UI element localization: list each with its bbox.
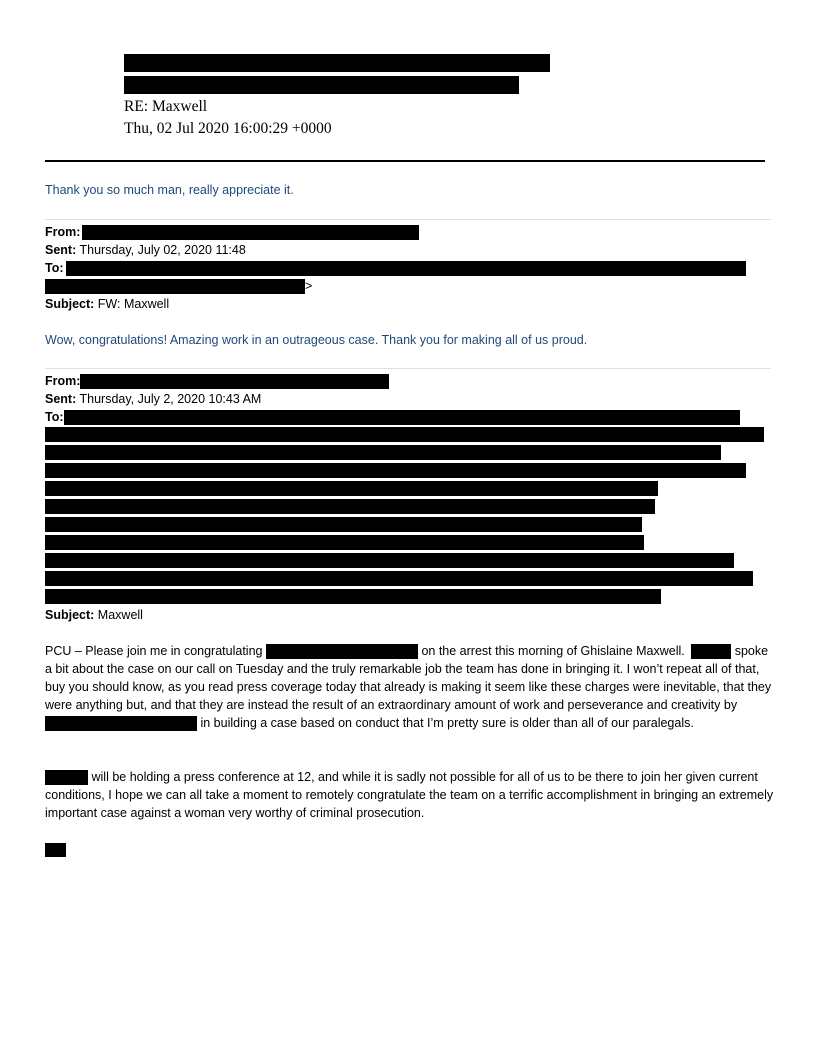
recipient-redaction — [45, 553, 734, 568]
name-redaction — [691, 644, 731, 659]
para1-text-d: in building a case based on conduct that I’m pretty sure is older than all of our paralegals. — [200, 716, 694, 730]
name-redaction — [45, 770, 88, 785]
recipient-redaction — [45, 571, 753, 586]
msg3-from-row — [45, 372, 389, 390]
recipient-redaction — [45, 427, 764, 442]
msg3-to-row — [45, 408, 740, 426]
para1-text-b: on the arrest this morning of Ghislaine Maxwell. — [421, 644, 685, 658]
msg3-to-label: To: — [45, 410, 64, 424]
header-to-redaction — [124, 74, 519, 95]
recipient-redaction — [45, 535, 644, 550]
header-subject: RE: Maxwell — [124, 98, 208, 115]
para1-text-c: spoke a bit about the case on our call on Tuesday and the truly remarkable job the team has done in bringing it. I won’t repeat all of that, buy you should know, as you read press coverage today that already is making it seem like these charges were inevitable, that they were anything but, and that they are instead the result of an extraordinary amount of work and perseverance and creativity by — [45, 644, 772, 712]
message-divider — [45, 219, 771, 220]
msg2-to-trailing: > — [305, 279, 313, 293]
name-redaction — [45, 716, 197, 731]
recipient-redaction — [45, 499, 655, 514]
para1-text-a: PCU – Please join me in congratulating — [45, 644, 263, 658]
header-date: Thu, 02 Jul 2020 16:00:29 +0000 — [124, 120, 332, 137]
reply-body: Thank you so much man, really appreciate it. — [45, 183, 294, 197]
recipient-redaction — [45, 463, 746, 478]
msg2-to-redaction-2 — [45, 279, 305, 294]
msg3-to-redaction — [64, 410, 740, 425]
msg3-sent-label: Sent: — [45, 392, 77, 406]
para2-text: will be holding a press conference at 12, and while it is sadly not possible for all of us to be there to join her given current conditions, I hope we can all take a moment to remotely congratulate the team on a terrific accomplishment in bringing an extremely important case against a woman very worthy of criminal prosecution. — [45, 770, 774, 820]
msg2-to-row-2 — [45, 277, 312, 295]
recipient-redaction — [45, 517, 642, 532]
msg2-sent-label: Sent: — [45, 243, 77, 257]
message-divider — [45, 368, 771, 369]
msg2-to-label: To: — [45, 261, 64, 275]
msg2-sent: Thursday, July 02, 2020 11:48 — [79, 243, 246, 257]
msg3-subject-label: Subject: — [45, 608, 95, 622]
msg2-subject-label: Subject: — [45, 297, 95, 311]
msg3-from-redaction — [80, 374, 389, 389]
header-from-redaction — [124, 52, 550, 73]
msg3-from-label: From: — [45, 374, 81, 388]
signature-redaction — [45, 843, 66, 857]
msg3-sent-row — [45, 390, 261, 408]
msg3-paragraph-1 — [45, 642, 775, 732]
msg3-sent: Thursday, July 2, 2020 10:43 AM — [79, 392, 262, 406]
msg2-body: Wow, congratulations! Amazing work in an outrageous case. Thank you for making all of us proud. — [45, 333, 588, 347]
msg3-subject-row — [45, 606, 143, 624]
msg3-subject: Maxwell — [97, 608, 143, 622]
msg2-to-redaction — [66, 261, 746, 276]
msg2-from-redaction — [82, 225, 419, 240]
msg2-sent-row — [45, 241, 246, 259]
recipient-redaction — [45, 481, 658, 496]
name-redaction — [266, 644, 418, 659]
msg2-from-label: From: — [45, 225, 81, 239]
msg2-from-row — [45, 223, 419, 241]
header-divider — [45, 160, 765, 162]
msg2-subject-row — [45, 295, 169, 313]
recipient-redaction — [45, 589, 661, 604]
msg2-to-row — [45, 259, 746, 277]
msg3-paragraph-2 — [45, 768, 775, 822]
msg2-subject: FW: Maxwell — [97, 297, 170, 311]
recipient-redaction — [45, 445, 721, 460]
